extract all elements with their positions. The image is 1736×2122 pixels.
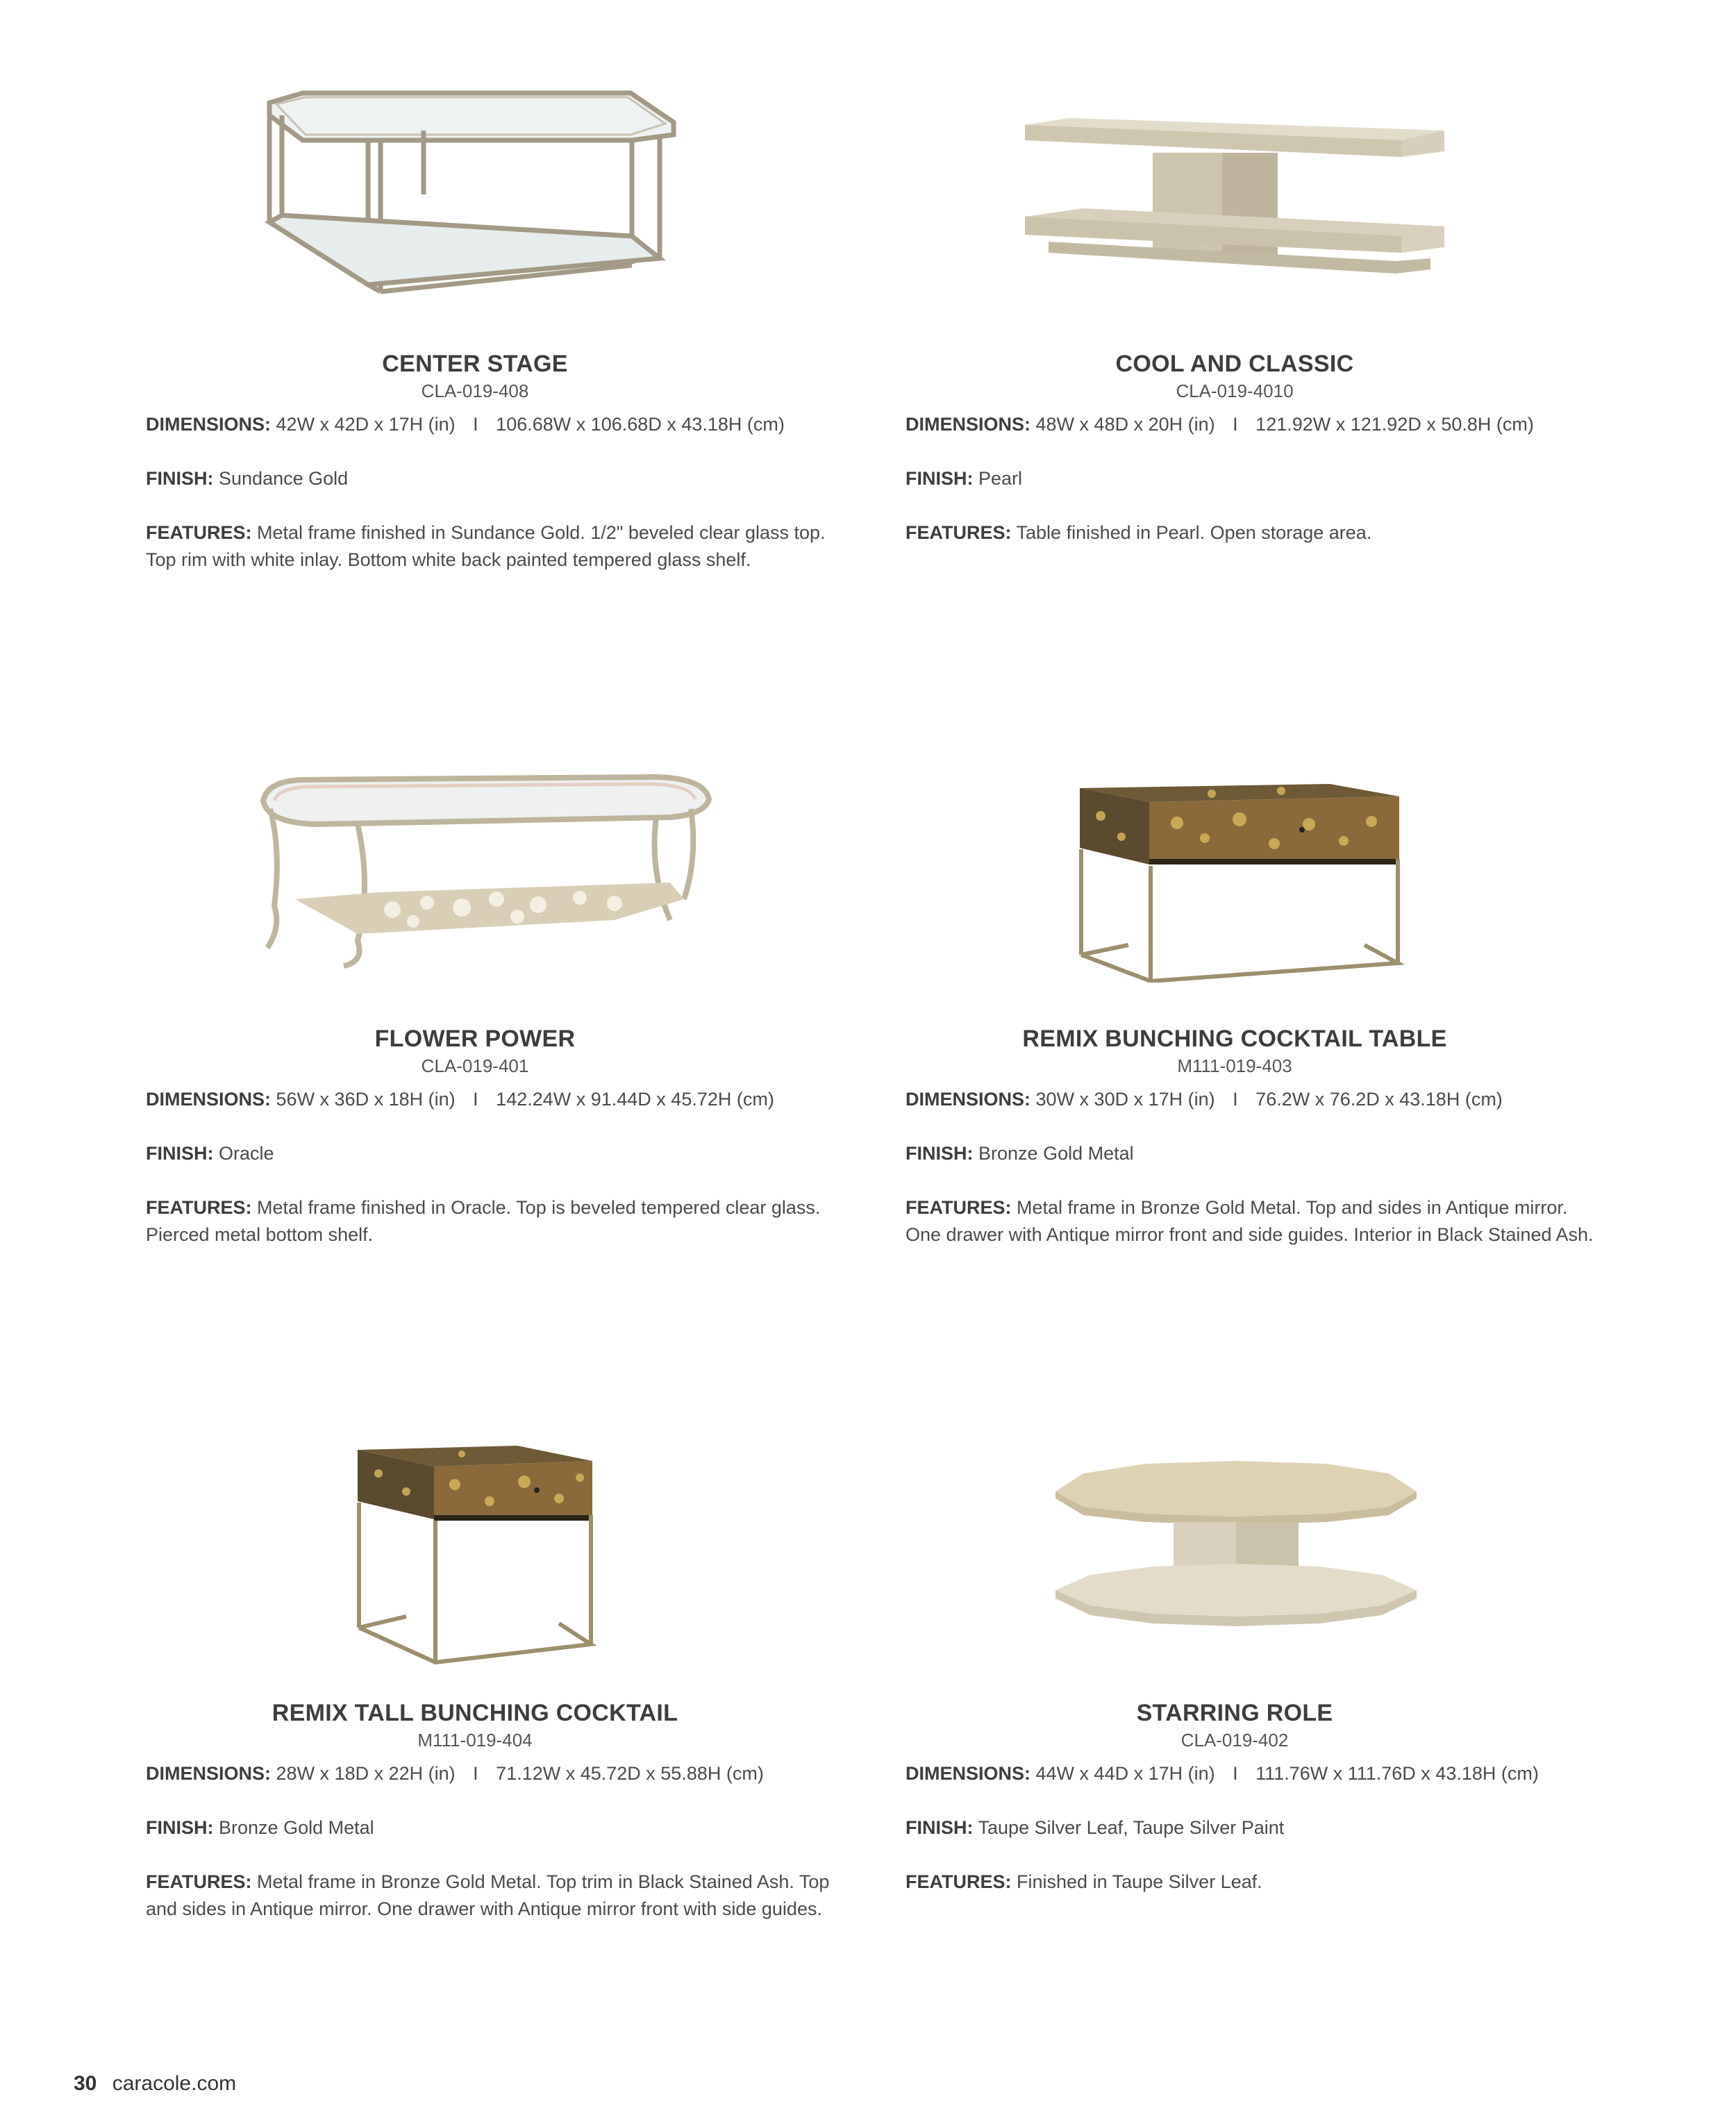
finish-line — [146, 465, 840, 492]
finish-value: Sundance Gold — [219, 468, 349, 489]
dimensions-in: 30W x 30D x 17H (in) — [1035, 1089, 1215, 1110]
dimensions-label: DIMENSIONS: — [905, 414, 1031, 435]
separator: I — [473, 414, 478, 435]
finish-value: Oracle — [219, 1143, 274, 1164]
features-text: Metal frame in Bronze Gold Metal. Top trim in Black Stained Ash. Top and sides in Antique mirror. One drawer with Antique mirror front with side guides. — [146, 1871, 830, 1919]
finish-line — [146, 1814, 840, 1841]
separator: I — [473, 1089, 478, 1110]
product-sku: M111-019-403 — [1177, 1055, 1292, 1076]
dimensions-line — [146, 1086, 840, 1113]
dimensions-label: DIMENSIONS: — [146, 414, 272, 435]
finish-label: FINISH: — [146, 1817, 214, 1838]
separator: I — [1233, 414, 1238, 435]
product-title: REMIX BUNCHING COCKTAIL TABLE — [1022, 1026, 1447, 1052]
finish-label: FINISH: — [146, 1143, 214, 1164]
features-text: Metal frame in Bronze Gold Metal. Top and sides in Antique mirror. One drawer with Antique mirror front and side guides. Interior in Black Stained Ash. — [905, 1197, 1594, 1245]
starring-role-image — [1049, 1458, 1424, 1660]
site-link[interactable]: caracole.com — [112, 2072, 237, 2095]
dimensions-cm: 106.68W x 106.68D x 43.18H (cm) — [496, 414, 785, 435]
features-line — [905, 519, 1600, 546]
dimensions-in: 28W x 18D x 22H (in) — [276, 1763, 456, 1784]
dimensions-in: 44W x 44D x 17H (in) — [1035, 1763, 1215, 1784]
dimensions-cm: 71.12W x 45.72D x 55.88H (cm) — [496, 1763, 764, 1784]
finish-line — [146, 1140, 840, 1167]
remix-bunching-image — [1073, 781, 1406, 983]
page-number: 30 — [74, 2072, 97, 2095]
cool-and-classic-image — [1021, 104, 1451, 299]
finish-label: FINISH: — [905, 468, 974, 489]
features-text: Table finished in Pearl. Open storage area. — [1016, 522, 1372, 543]
product-title: REMIX TALL BUNCHING COCKTAIL — [272, 1700, 678, 1726]
product-sku: M111-019-404 — [417, 1730, 533, 1751]
dimensions-in: 56W x 36D x 18H (in) — [276, 1089, 456, 1110]
dimensions-in: 48W x 48D x 20H (in) — [1035, 414, 1215, 435]
remix-tall-bunching-image — [351, 1443, 601, 1665]
dimensions-label: DIMENSIONS: — [146, 1089, 272, 1110]
features-label: FEATURES: — [905, 1197, 1012, 1218]
product-sku: CLA-019-408 — [421, 381, 529, 401]
separator: I — [1233, 1763, 1238, 1784]
dimensions-cm: 121.92W x 121.92D x 50.8H (cm) — [1255, 414, 1534, 435]
dimensions-line — [905, 1086, 1600, 1113]
features-line — [905, 1194, 1600, 1248]
finish-label: FINISH: — [905, 1817, 974, 1838]
finish-label: FINISH: — [905, 1143, 974, 1164]
dimensions-line — [905, 411, 1600, 438]
flower-power-image — [253, 760, 726, 969]
product-title: CENTER STAGE — [382, 351, 568, 377]
separator: I — [473, 1763, 478, 1784]
finish-line — [905, 465, 1600, 492]
product-title: FLOWER POWER — [374, 1026, 576, 1052]
finish-line — [905, 1814, 1600, 1841]
dimensions-in: 42W x 42D x 17H (in) — [276, 414, 456, 435]
dimensions-label: DIMENSIONS: — [905, 1089, 1031, 1110]
finish-label: FINISH: — [146, 468, 214, 489]
finish-line — [905, 1140, 1600, 1167]
product-sku: CLA-019-4010 — [1176, 381, 1294, 401]
dimensions-line — [146, 1760, 840, 1787]
dimensions-line — [905, 1760, 1600, 1787]
center-stage-image — [257, 83, 687, 306]
dimensions-label: DIMENSIONS: — [905, 1763, 1031, 1784]
features-line — [146, 519, 840, 574]
finish-value: Taupe Silver Leaf, Taupe Silver Paint — [978, 1817, 1285, 1838]
features-line — [146, 1194, 840, 1248]
finish-value: Pearl — [978, 468, 1023, 489]
features-text: Metal frame finished in Oracle. Top is beveled tempered clear glass. Pierced metal bottom shelf. — [146, 1197, 821, 1245]
product-title: STARRING ROLE — [1136, 1700, 1333, 1726]
page-footer — [74, 2072, 236, 2096]
features-line — [905, 1869, 1600, 1896]
dimensions-cm: 111.76W x 111.76D x 43.18H (cm) — [1255, 1763, 1539, 1784]
product-sku: CLA-019-401 — [421, 1055, 529, 1076]
separator: I — [1233, 1089, 1238, 1110]
features-label: FEATURES: — [905, 522, 1012, 543]
dimensions-line — [146, 411, 840, 438]
features-text: Metal frame finished in Sundance Gold. 1/2" beveled clear glass top. Top rim with white inlay. Bottom white back painted tempered glass shelf. — [146, 522, 826, 570]
features-text: Finished in Taupe Silver Leaf. — [1017, 1871, 1262, 1892]
features-label: FEATURES: — [146, 1871, 252, 1892]
finish-value: Bronze Gold Metal — [978, 1143, 1134, 1164]
finish-value: Bronze Gold Metal — [219, 1817, 374, 1838]
features-line — [146, 1869, 840, 1923]
features-label: FEATURES: — [146, 522, 252, 543]
features-label: FEATURES: — [146, 1197, 252, 1218]
product-title: COOL AND CLASSIC — [1115, 351, 1354, 377]
features-label: FEATURES: — [905, 1871, 1012, 1892]
dimensions-label: DIMENSIONS: — [146, 1763, 272, 1784]
product-sku: CLA-019-402 — [1180, 1730, 1289, 1751]
dimensions-cm: 76.2W x 76.2D x 43.18H (cm) — [1255, 1089, 1503, 1110]
dimensions-cm: 142.24W x 91.44D x 45.72H (cm) — [496, 1089, 774, 1110]
